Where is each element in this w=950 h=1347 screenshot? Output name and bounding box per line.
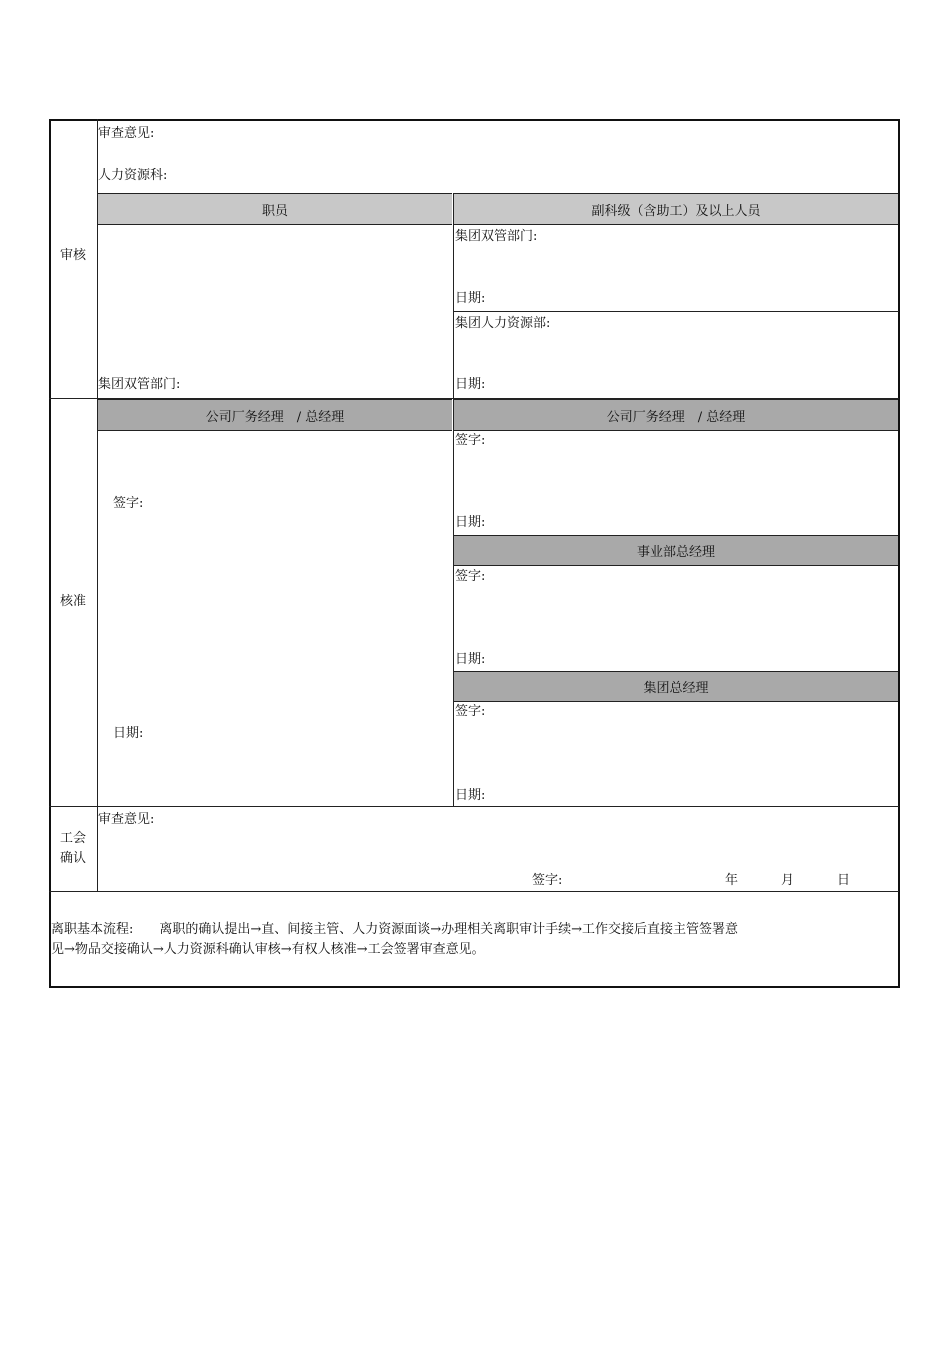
approval-left-date: 日期: [113,726,144,741]
union-sign-label: 签字: [532,873,563,888]
approval-right-date-1: 日期: [455,515,486,530]
staff-dept-label: 集团双管部门: [98,377,181,392]
approval-right-date-2: 日期: [455,652,486,667]
table-top-border [49,119,900,121]
side-column-divider [97,119,98,892]
review-opinion-label: 审查意见: [98,126,155,141]
review-side-label: 审核 [59,248,86,263]
staff-column-header: 职员 [98,193,452,225]
union-opinion-label: 审查意见: [98,812,155,827]
union-process-divider [49,891,899,892]
approval-right-header: 公司厂务经理 / 总经理 [454,399,898,431]
senior-hr-date: 日期: [455,377,486,392]
union-day-label: 日 [837,873,851,888]
union-side-label-line-2: 确认 [59,851,86,866]
approval-left-sign: 签字: [113,496,144,511]
hr-section-label: 人力资源科: [98,168,168,183]
union-month-label: 月 [781,873,795,888]
approval-left-header: 公司厂务经理 / 总经理 [98,399,452,431]
approval-right-sign-2: 签字: [455,569,486,584]
division-gm-header: 事业部总经理 [454,535,898,566]
senior-hr-label: 集团人力资源部: [455,316,551,331]
middle-column-divider [453,193,454,806]
approval-right-sign-1: 签字: [455,433,486,448]
approval-right-sign-3: 签字: [455,704,486,719]
union-side-label-line-1: 工会 [59,831,86,846]
process-note-line-2: 见→物品交接确认→人力资源科确认审核→有权人核准→工会签署审查意见。 [51,942,485,957]
table-bottom-border [49,986,900,988]
senior-dept-divider [453,311,899,312]
approval-right-date-3: 日期: [455,788,486,803]
senior-dept-date: 日期: [455,291,486,306]
senior-dept-label: 集团双管部门: [455,229,538,244]
union-side-label [50,829,96,869]
approval-union-divider [49,806,899,807]
senior-column-header: 副科级（含助工）及以上人员 [454,193,898,225]
process-note-line-1: 离职基本流程: 离职的确认提出→直、间接主管、人力资源面谈→办理相关离职审计手续→工作交接后直接主管签署意 [51,922,739,937]
approval-side-label: 核准 [59,594,86,609]
group-gm-header: 集团总经理 [454,671,898,702]
table-right-border [898,119,900,988]
union-year-label: 年 [725,873,739,888]
